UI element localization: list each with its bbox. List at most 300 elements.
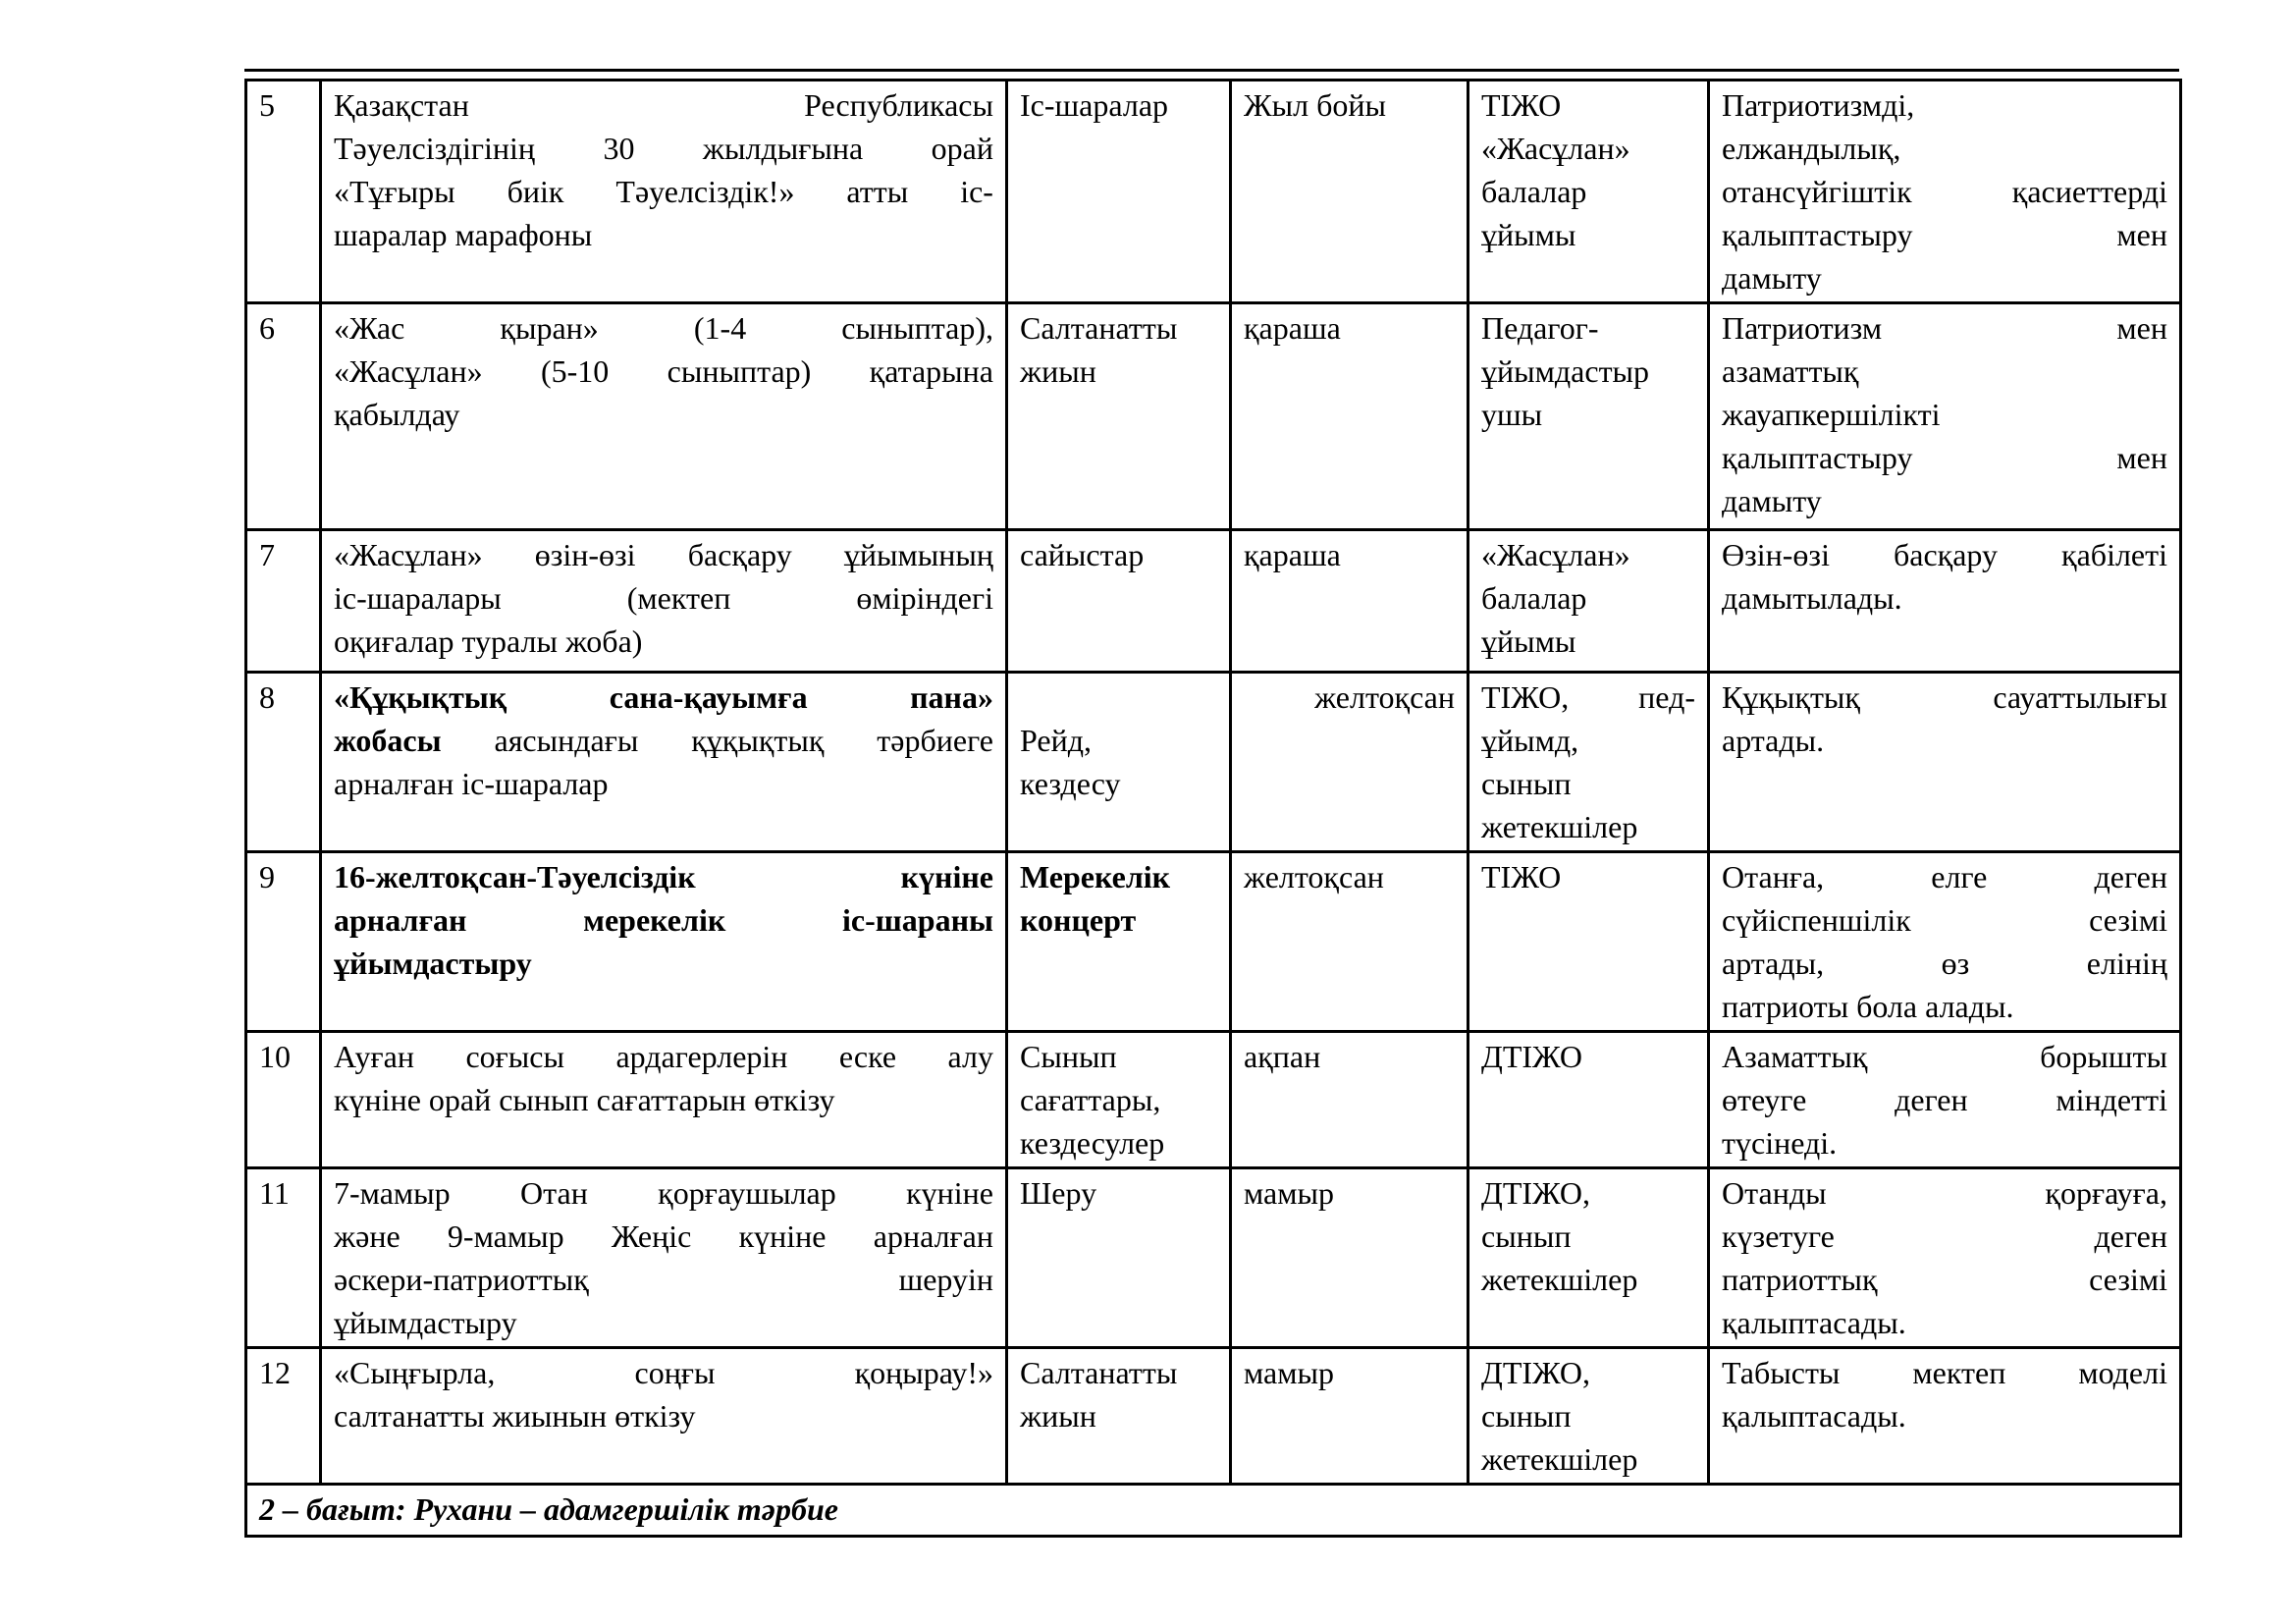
- text-word: моделі: [2078, 1355, 2167, 1390]
- table-row-6: [246, 303, 2181, 530]
- text-line: [1481, 762, 1695, 805]
- text-word: (5-10: [540, 353, 610, 389]
- text-line: [1020, 898, 1217, 942]
- text-line: [334, 1035, 993, 1078]
- text-word: Патриотизм: [1722, 310, 1883, 346]
- text-word: отансүйгіштік: [1722, 174, 1912, 209]
- text-word: орай: [931, 131, 993, 166]
- text-word: 9-мамыр: [447, 1218, 564, 1254]
- text-word: артады.: [1722, 723, 1825, 758]
- text-word: басқару: [687, 537, 792, 572]
- text-word: шаралар: [334, 217, 448, 252]
- text-line: [1020, 306, 1217, 350]
- text-word: жетекшілер: [1481, 1262, 1638, 1297]
- text-line: [334, 898, 993, 942]
- cell-responsible: [1468, 81, 1709, 303]
- text-word: мектеп: [1912, 1355, 2006, 1390]
- text-word: жобасы: [334, 723, 442, 758]
- text-word: «Жас: [334, 310, 405, 346]
- text-line: [1722, 676, 2167, 719]
- text-word: орай: [428, 1082, 492, 1117]
- text-word: ақпан: [1244, 1039, 1321, 1074]
- text-word: қалыптасады.: [1722, 1305, 1906, 1340]
- text-word: өтеуге: [1722, 1082, 1807, 1117]
- text-word: Іс-шаралар: [1020, 87, 1169, 123]
- text-word: ДТІЖО,: [1481, 1355, 1591, 1390]
- text-word: туралы: [461, 623, 558, 659]
- text-word: ұйымд,: [1481, 723, 1579, 758]
- text-line: [334, 213, 993, 256]
- text-line: [1722, 1171, 2167, 1215]
- text-line: [1722, 170, 2167, 213]
- text-word: «Жасұлан»: [334, 353, 483, 389]
- text-word: сыныптар),: [841, 310, 993, 346]
- text-word: жиын: [1020, 353, 1096, 389]
- text-word: жоба): [564, 623, 643, 659]
- text-word: ұйымдастыр: [1481, 353, 1650, 389]
- text-line: [334, 1215, 993, 1258]
- cell-form: [1007, 530, 1231, 673]
- text-word: іс-шаралары: [334, 580, 502, 616]
- text-word: «Жасұлан»: [1481, 537, 1630, 572]
- text-line: [1481, 127, 1695, 170]
- text-word: сезімі: [2089, 1262, 2167, 1297]
- cell-row-number: 8: [246, 673, 321, 852]
- text-line: [1020, 1035, 1217, 1078]
- text-word: деген: [1895, 1082, 1968, 1117]
- text-word: оқиғалар: [334, 623, 454, 659]
- text-word: қараша: [1244, 310, 1341, 346]
- table-row-8: [246, 673, 2181, 852]
- text-word: «Жасұлан»: [334, 537, 483, 572]
- text-line: [1481, 533, 1695, 576]
- cell-form: [1007, 1348, 1231, 1485]
- text-word: патриоты: [1722, 989, 1849, 1024]
- text-line: [1722, 436, 2167, 479]
- text-line: [1722, 127, 2167, 170]
- cell-form: [1007, 303, 1231, 530]
- text-word: сағаттарын: [596, 1082, 747, 1117]
- text-word: борышты: [2040, 1039, 2167, 1074]
- text-word: ТІЖО: [1481, 859, 1562, 894]
- cell-responsible: [1468, 1032, 1709, 1168]
- text-word: күніне: [906, 1175, 993, 1211]
- cell-time: [1231, 673, 1468, 852]
- text-word: Қазақстан: [334, 87, 469, 123]
- text-word: Республикасы: [804, 87, 993, 123]
- text-line: [1020, 1171, 1217, 1215]
- cell-result: [1709, 303, 2181, 530]
- text-line: [334, 1171, 993, 1215]
- text-line: [1020, 533, 1217, 576]
- text-line: [334, 576, 993, 620]
- text-word: Рейд,: [1020, 723, 1092, 758]
- text-word: Салтанатты: [1020, 1355, 1178, 1390]
- text-word: қалыптастыру: [1722, 217, 1913, 252]
- text-word: сынып: [1481, 1218, 1572, 1254]
- text-line: [1481, 393, 1695, 436]
- text-line: [1722, 479, 2167, 522]
- text-line: [1722, 306, 2167, 350]
- text-word: өміріндегі: [856, 580, 993, 616]
- text-line: [1722, 1121, 2167, 1164]
- text-line: [334, 1394, 993, 1437]
- cell-form: [1007, 852, 1231, 1032]
- text-word: соңғы: [634, 1355, 716, 1390]
- text-word: қыран»: [500, 310, 599, 346]
- text-line: [1722, 855, 2167, 898]
- text-word: жетекшілер: [1481, 809, 1638, 844]
- table-row-9: [246, 852, 2181, 1032]
- text-line: [334, 170, 993, 213]
- text-word: кездесу: [1020, 766, 1121, 801]
- cell-responsible: [1468, 303, 1709, 530]
- cell-row-number: 6: [246, 303, 321, 530]
- text-word: жетекшілер: [1481, 1441, 1638, 1477]
- text-word: міндетті: [2056, 1082, 2167, 1117]
- text-word: еске: [838, 1039, 897, 1074]
- text-line: [334, 676, 993, 719]
- cell-result: [1709, 1348, 2181, 1485]
- text-word: сынып: [1481, 766, 1572, 801]
- text-word: өз: [1941, 946, 1970, 981]
- text-word: патриоттық: [1722, 1262, 1878, 1297]
- text-word: артады,: [1722, 946, 1825, 981]
- cell-form: [1007, 81, 1231, 303]
- text-line: [1020, 676, 1217, 719]
- text-word: өткізу: [754, 1082, 835, 1117]
- cell-activity: [321, 303, 1007, 530]
- text-word: іс-шаралар: [461, 766, 609, 801]
- cell-activity: [321, 81, 1007, 303]
- cell-activity: [321, 852, 1007, 1032]
- text-line: [1020, 762, 1217, 805]
- text-line: [334, 350, 993, 393]
- text-word: Құқықтық: [1722, 679, 1860, 715]
- text-word: күніне: [334, 1082, 421, 1117]
- text-word: Сынып: [1020, 1039, 1117, 1074]
- text-word: қалыптастыру: [1722, 440, 1913, 475]
- cell-row-number: 9: [246, 852, 321, 1032]
- text-word: арналған: [873, 1218, 993, 1254]
- text-word: (мектеп: [626, 580, 731, 616]
- text-word: 30: [603, 131, 635, 166]
- text-line: [1722, 393, 2167, 436]
- cell-row-number: 7: [246, 530, 321, 673]
- text-line: [1020, 1394, 1217, 1437]
- text-line: [1481, 1394, 1695, 1437]
- text-word: қасиеттерді: [2011, 174, 2167, 209]
- cell-form: [1007, 1032, 1231, 1168]
- text-line: [1481, 1171, 1695, 1215]
- text-word: деген: [2094, 859, 2167, 894]
- text-line: [334, 533, 993, 576]
- text-word: Ауған: [334, 1039, 414, 1074]
- text-word: сана-қауымға: [609, 679, 808, 715]
- text-line: [1481, 676, 1695, 719]
- text-word: Отан: [520, 1175, 588, 1211]
- text-line: [1481, 1215, 1695, 1258]
- text-line: [334, 127, 993, 170]
- text-word: ТІЖО,: [1481, 679, 1570, 715]
- text-word: желтоқсан: [1244, 859, 1384, 894]
- text-word: Отанға,: [1722, 859, 1825, 894]
- text-word: «Жасұлан»: [1481, 131, 1630, 166]
- document-body: [244, 69, 2179, 1538]
- text-word: мерекелік: [583, 902, 726, 938]
- text-line: [1481, 1258, 1695, 1301]
- text-word: ұйымы: [1481, 623, 1576, 659]
- text-word: күніне: [738, 1218, 827, 1254]
- cell-row-number: 5: [246, 81, 321, 303]
- text-word: желтоқсан: [1314, 679, 1455, 715]
- text-word: Табысты: [1722, 1355, 1841, 1390]
- text-line: [1722, 213, 2167, 256]
- text-word: Өзін-өзі: [1722, 537, 1830, 572]
- text-line: [334, 393, 993, 436]
- text-word: «Тұғыры: [334, 174, 455, 209]
- text-word: арналған: [334, 766, 454, 801]
- cell-result: [1709, 852, 2181, 1032]
- text-line: [1020, 350, 1217, 393]
- text-word: ДТІЖО,: [1481, 1175, 1591, 1211]
- text-word: сыныптар): [667, 353, 812, 389]
- table-row-10: [246, 1032, 2181, 1168]
- text-word: Жыл: [1244, 87, 1309, 123]
- text-word: ұйымдастыру: [334, 1305, 517, 1340]
- text-line: [1481, 1437, 1695, 1481]
- text-line: [1481, 170, 1695, 213]
- text-line: [334, 1301, 993, 1344]
- text-line: [334, 1351, 993, 1394]
- text-word: Педагог-: [1481, 310, 1599, 346]
- text-word: пед-: [1638, 679, 1695, 715]
- text-word: қоңырау!»: [854, 1355, 993, 1390]
- text-word: соғысы: [465, 1039, 564, 1074]
- text-word: жауапкершілікті: [1722, 397, 1941, 432]
- text-word: сауаттылығы: [1993, 679, 2167, 715]
- cell-row-number: 10: [246, 1032, 321, 1168]
- section-footer-row: [246, 1485, 2181, 1537]
- text-word: ұйымының: [843, 537, 993, 572]
- text-word: мен: [2116, 217, 2167, 252]
- text-word: қатарына: [869, 353, 993, 389]
- text-line: [1244, 1171, 1455, 1215]
- cell-time: [1231, 852, 1468, 1032]
- text-line: [1722, 1394, 2167, 1437]
- text-word: «Құқықтық: [334, 679, 507, 715]
- cell-responsible: [1468, 673, 1709, 852]
- text-word: мамыр: [1244, 1355, 1334, 1390]
- cell-time: [1231, 1348, 1468, 1485]
- text-word: дамыту: [1722, 260, 1822, 296]
- text-word: ТІЖО: [1481, 87, 1562, 123]
- text-line: [1020, 719, 1217, 762]
- text-line: [334, 1258, 993, 1301]
- text-line: [334, 762, 993, 805]
- text-word: арналған: [334, 902, 467, 938]
- text-line: [1722, 83, 2167, 127]
- text-line: [1722, 719, 2167, 762]
- text-word: құқықтық: [691, 723, 825, 758]
- section-heading: 2 – бағыт: Рухани – адамгершілік тәрбие: [246, 1485, 2181, 1537]
- text-line: [1481, 576, 1695, 620]
- text-word: биік: [507, 174, 564, 209]
- text-word: қалыптасады.: [1722, 1398, 1906, 1434]
- text-line: [334, 719, 993, 762]
- text-line: [1722, 350, 2167, 393]
- text-line: [1244, 306, 1455, 350]
- cell-time: [1231, 81, 1468, 303]
- text-line: [1244, 855, 1455, 898]
- text-word: іс-шараны: [842, 902, 993, 938]
- text-line: [1020, 1078, 1217, 1121]
- text-line: [1722, 1035, 2167, 1078]
- cell-time: [1231, 1168, 1468, 1348]
- cell-result: [1709, 673, 2181, 852]
- cell-result: [1709, 81, 2181, 303]
- cell-responsible: [1468, 852, 1709, 1032]
- activities-plan-table: [244, 79, 2182, 1538]
- table-row-12: [246, 1348, 2181, 1485]
- text-word: әскери-патриоттық: [334, 1262, 589, 1297]
- text-word: ардагерлерін: [615, 1039, 788, 1074]
- cell-form: [1007, 1168, 1231, 1348]
- text-word: Тәуелсіздік!»: [615, 174, 795, 209]
- text-word: өткізу: [614, 1398, 696, 1434]
- cell-responsible: [1468, 530, 1709, 673]
- text-word: елге: [1931, 859, 1988, 894]
- text-line: [1020, 1351, 1217, 1394]
- text-word: жылдығына: [702, 131, 864, 166]
- text-word: дамытылады.: [1722, 580, 1902, 616]
- cell-responsible: [1468, 1348, 1709, 1485]
- text-word: мен: [2116, 310, 2167, 346]
- text-word: ұйымы: [1481, 217, 1576, 252]
- text-line: [334, 306, 993, 350]
- text-word: алу: [947, 1039, 993, 1074]
- text-word: басқару: [1893, 537, 1998, 572]
- cell-result: [1709, 530, 2181, 673]
- text-word: Тәуелсіздігінің: [334, 131, 535, 166]
- text-word: сайыстар: [1020, 537, 1145, 572]
- page-break-rule: [244, 69, 2179, 79]
- cell-activity: [321, 673, 1007, 852]
- text-word: және: [334, 1218, 400, 1254]
- text-line: [1481, 350, 1695, 393]
- text-line: [1722, 1078, 2167, 1121]
- text-word: аясындағы: [494, 723, 639, 758]
- text-word: балалар: [1481, 174, 1587, 209]
- text-line: [1481, 855, 1695, 898]
- text-word: 16-желтоқсан-Тәуелсіздік: [334, 859, 696, 894]
- text-line: [1244, 1351, 1455, 1394]
- text-line: [334, 83, 993, 127]
- text-word: күзетуге: [1722, 1218, 1835, 1254]
- cell-time: [1231, 1032, 1468, 1168]
- table-row-5: [246, 81, 2181, 303]
- text-line: [1020, 83, 1217, 127]
- text-line: [1481, 1351, 1695, 1394]
- text-word: мен: [2116, 440, 2167, 475]
- text-word: дамыту: [1722, 483, 1822, 518]
- text-word: елжандылық,: [1722, 131, 1901, 166]
- text-word: балалар: [1481, 580, 1587, 616]
- cell-result: [1709, 1168, 2181, 1348]
- text-word: азаматтық: [1722, 353, 1859, 389]
- text-line: [1481, 805, 1695, 848]
- text-word: өзін-өзі: [534, 537, 636, 572]
- text-line: [1244, 1035, 1455, 1078]
- text-word: салтанатты: [334, 1398, 485, 1434]
- text-line: [1244, 676, 1455, 719]
- text-word: Шеру: [1020, 1175, 1097, 1211]
- text-line: [1481, 213, 1695, 256]
- cell-time: [1231, 303, 1468, 530]
- text-word: ұйымдастыру: [334, 946, 532, 981]
- text-word: жиын: [1020, 1398, 1096, 1434]
- text-line: [1722, 1215, 2167, 1258]
- text-line: [1722, 1351, 2167, 1394]
- text-word: кездесулер: [1020, 1125, 1165, 1161]
- text-word: түсінеді.: [1722, 1125, 1838, 1161]
- text-word: сағаттары,: [1020, 1082, 1161, 1117]
- cell-activity: [321, 1168, 1007, 1348]
- text-word: Азаматтық: [1722, 1039, 1868, 1074]
- text-word: пана»: [910, 679, 993, 715]
- cell-activity: [321, 530, 1007, 673]
- text-line: [1244, 533, 1455, 576]
- text-word: (1-4: [693, 310, 747, 346]
- text-line: [1481, 620, 1695, 663]
- text-word: Патриотизмді,: [1722, 87, 1915, 123]
- text-word: сезімі: [2089, 902, 2167, 938]
- text-word: қорғауға,: [2045, 1175, 2167, 1211]
- text-word: тәрбиеге: [877, 723, 993, 758]
- text-word: елінің: [2086, 946, 2167, 981]
- cell-result: [1709, 1032, 2181, 1168]
- cell-form: [1007, 673, 1231, 852]
- text-word: концерт: [1020, 902, 1137, 938]
- text-word: шеруін: [898, 1262, 993, 1297]
- text-word: ДТІЖО: [1481, 1039, 1583, 1074]
- text-word: іс-: [960, 174, 993, 209]
- cell-responsible: [1468, 1168, 1709, 1348]
- text-line: [1481, 83, 1695, 127]
- text-line: [1481, 1035, 1695, 1078]
- table-row-7: [246, 530, 2181, 673]
- text-line: [1722, 533, 2167, 576]
- text-word: Отанды: [1722, 1175, 1827, 1211]
- text-word: жиынын: [492, 1398, 608, 1434]
- cell-row-number: 11: [246, 1168, 321, 1348]
- text-word: бола: [1856, 989, 1918, 1024]
- text-line: [334, 942, 993, 985]
- text-word: Мерекелік: [1020, 859, 1171, 894]
- text-word: «Сыңғырла,: [334, 1355, 496, 1390]
- text-line: [1020, 1121, 1217, 1164]
- text-word: деген: [2094, 1218, 2167, 1254]
- cell-time: [1231, 530, 1468, 673]
- text-word: сынып: [1481, 1398, 1572, 1434]
- cell-row-number: 12: [246, 1348, 321, 1485]
- text-word: 7-мамыр: [334, 1175, 451, 1211]
- text-word: Салтанатты: [1020, 310, 1178, 346]
- text-line: [1481, 306, 1695, 350]
- text-line: [1722, 256, 2167, 299]
- text-line: [1481, 719, 1695, 762]
- text-line: [1722, 898, 2167, 942]
